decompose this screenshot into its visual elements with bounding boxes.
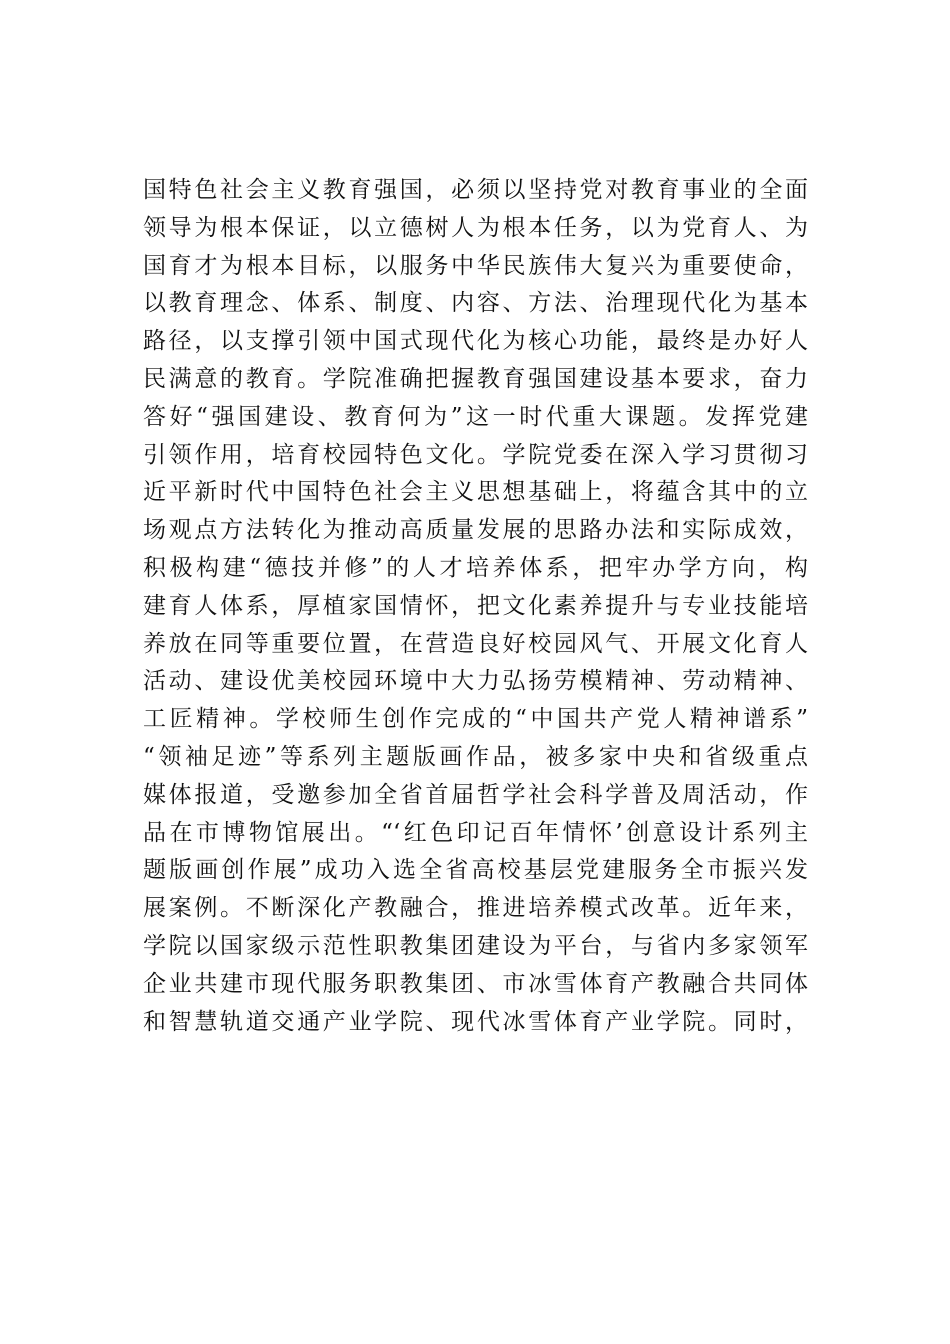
text-line: 国特色社会主义教育强国，必须以坚持党对教育事业的全面 <box>143 177 808 203</box>
text-line: “领袖足迹”等系列主题版画作品，被多家中央和省级重点 <box>143 743 808 770</box>
text-line: 积极构建“德技并修”的人才培养体系，把牢办学方向，构 <box>143 554 808 581</box>
text-line: 领导为根本保证，以立德树人为根本任务，以为党育人、为 <box>143 214 808 241</box>
text-line: 工匠精神。学校师生创作完成的“中国共产党人精神谱系” <box>143 706 808 733</box>
text-line: 企业共建市现代服务职教集团、市冰雪体育产教融合共同体 <box>143 970 808 997</box>
body-paragraph <box>143 172 808 1041</box>
text-line: 路径，以支撑引领中国式现代化为核心功能，最终是办好人 <box>143 328 808 355</box>
text-line: 活动、建设优美校园环境中大力弘扬劳模精神、劳动精神、 <box>143 668 808 695</box>
text-line: 品在市博物馆展出。“‘红色印记百年情怀’创意设计系列主 <box>143 819 808 846</box>
text-line: 场观点方法转化为推动高质量发展的思路办法和实际成效， <box>143 517 808 544</box>
text-line: 以教育理念、体系、制度、内容、方法、治理现代化为基本 <box>143 290 808 317</box>
text-line: 民满意的教育。学院准确把握教育强国建设基本要求，奋力 <box>143 365 808 392</box>
text-line: 题版画创作展”成功入选全省高校基层党建服务全市振兴发 <box>143 857 808 884</box>
text-line: 答好“强国建设、教育何为”这一时代重大课题。发挥党建 <box>143 403 808 430</box>
text-line: 近平新时代中国特色社会主义思想基础上，将蕴含其中的立 <box>143 479 808 506</box>
text-line: 引领作用，培育校园特色文化。学院党委在深入学习贯彻习 <box>143 441 808 468</box>
text-line: 国育才为根本目标，以服务中华民族伟大复兴为重要使命， <box>143 252 808 279</box>
text-line: 养放在同等重要位置，在营造良好校园风气、开展文化育人 <box>143 630 808 657</box>
text-line: 展案例。不断深化产教融合，推进培养模式改革。近年来， <box>143 895 808 922</box>
text-line: 学院以国家级示范性职教集团建设为平台，与省内多家领军 <box>143 932 808 959</box>
text-line: 和智慧轨道交通产业学院、现代冰雪体育产业学院。同时， <box>143 1008 808 1035</box>
text-line: 媒体报道，受邀参加全省首届哲学社会科学普及周活动，作 <box>143 781 808 808</box>
text-line: 建育人体系，厚植家国情怀，把文化素养提升与专业技能培 <box>143 592 808 619</box>
